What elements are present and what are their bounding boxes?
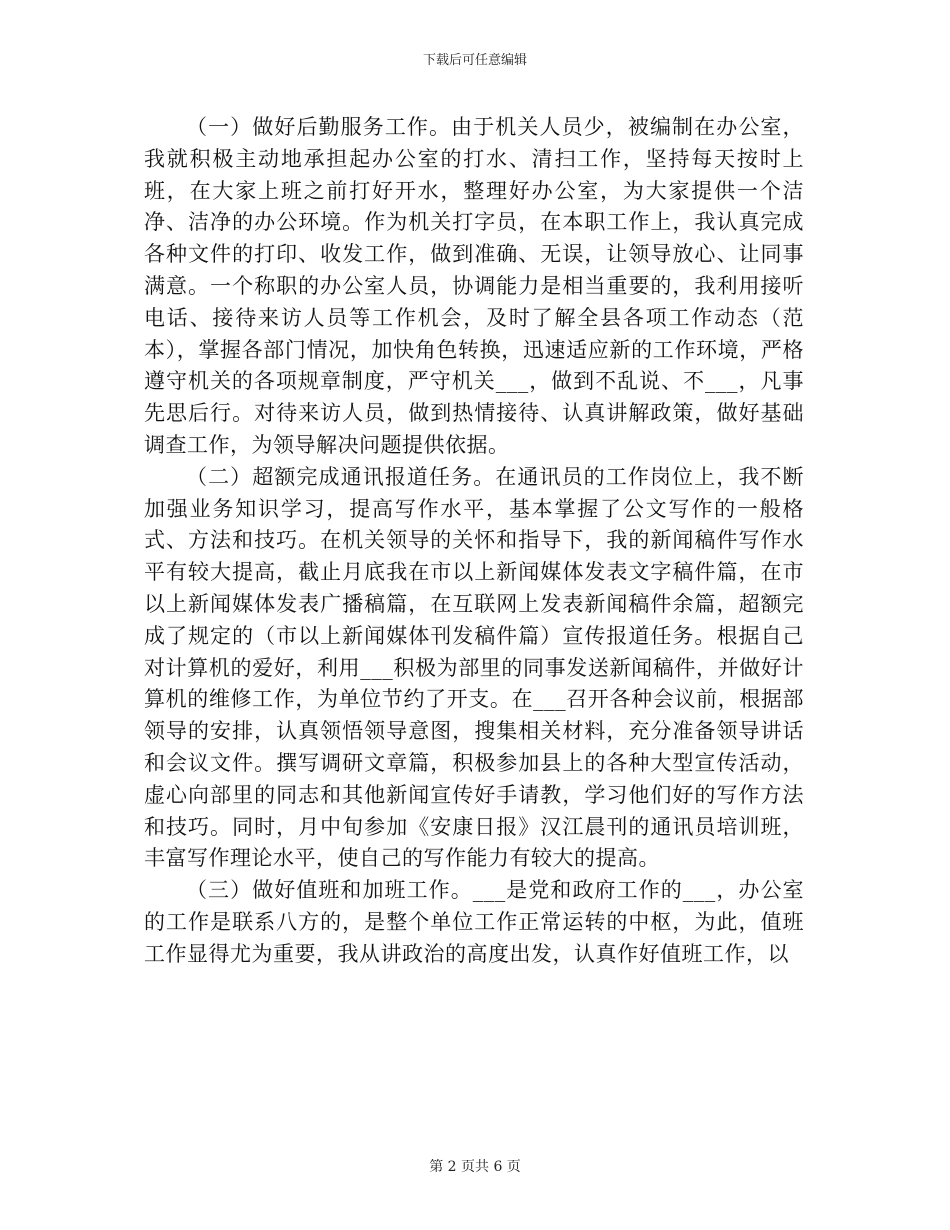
page-header: 下载后可任意编辑	[422, 53, 527, 68]
paragraph-news-reporting: （二）超额完成通讯报道任务。在通讯员的工作岗位上，我不断加强业务知识学习，提高写作水平，基本掌握了公文写作的一般格式、方法和技巧。在机关领导的关怀和指导下，我的新闻稿件写作水平有较大提高，截止月底我在市以上新闻媒体发表文字稿件篇，在市以上新闻媒体发表广播稿篇，在互联网上发表新闻稿件余篇，超额完成了规定的（市以上新闻媒体刊发稿件篇）宣传报道任务。根据自己对计算机的爱好，利用___积极为部里的同事发送新闻稿件，并做好计算机的维修工作，为单位节约了开支。在___召开各种会议前，根据部领导的安排，认真领悟领导意图，搜集相关材料，充分准备领导讲话和会议文件。撰写调研文章篇，积极参加县上的各种大型宣传活动，虚心向部里的同志和其他新闻宣传好手请教，学习他们好的写作方法和技巧。同时，月中旬参加《安康日报》汉江晨刊的通讯员培训班，丰富写作理论水平，使自己的写作能力有较大的提高。	[144, 464, 804, 871]
paragraph-duty-overtime: （三）做好值班和加班工作。___是党和政府工作的___，办公室的工作是联系八方的，是整个单位工作正常运转的中枢，为此，值班工作显得尤为重要，我从讲政治的高度出发，认真作好值班工作，以	[144, 878, 804, 966]
paragraph-logistics-service: （一）做好后勤服务工作。由于机关人员少，被编制在办公室，我就积极主动地承担起办公室的打水、清扫工作，坚持每天按时上班，在大家上班之前打好开水，整理好办公室，为大家提供一个洁净、洁净的办公环境。作为机关打字员，在本职工作上，我认真完成各种文件的打印、收发工作，做到准确、无误，让领导放心、让同事满意。一个称职的办公室人员，协调能力是相当重要的，我利用接听电话、接待来访人员等工作机会，及时了解全县各项工作动态（范本），掌握各部门情况，加快角色转换，迅速适应新的工作环境，严格遵守机关的各项规章制度，严守机关___，做到不乱说、不___，凡事先思后行。对待来访人员，做到热情接待、认真讲解政策，做好基础调查工作，为领导解决问题提供依据。	[144, 115, 804, 457]
document-body	[144, 112, 804, 971]
page-number: 第 2 页共 6 页	[429, 1159, 521, 1175]
